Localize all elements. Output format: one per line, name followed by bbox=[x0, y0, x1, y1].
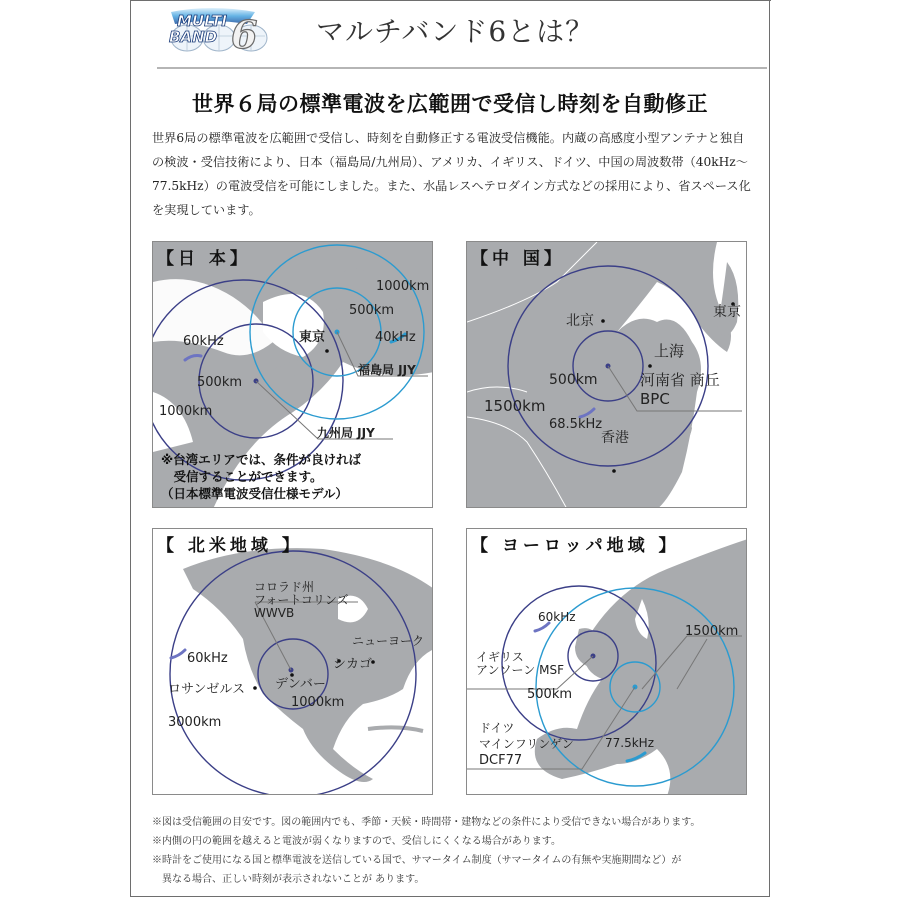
taiwan-note: ※台湾エリアでは、条件が良ければ 受信することができます。 （日本標準電波受信仕様モデル） bbox=[161, 452, 362, 501]
label-chicago: シカゴ bbox=[333, 657, 373, 672]
footnote-2: ※内側の円の範囲を越えると電波が弱くなりますので、受信しにくくなる場合があります。 bbox=[152, 836, 561, 847]
label-anthorn-msf: アンソーン MSF bbox=[476, 663, 564, 677]
label-3000km: 3000km bbox=[168, 715, 222, 730]
panel-title-japan: 【日 本】 bbox=[157, 249, 251, 269]
label-60khz: 60kHz bbox=[538, 610, 576, 624]
footnotes bbox=[152, 813, 762, 889]
label-500km-east: 500km bbox=[349, 303, 395, 318]
panel-title-china: 【中 国】 bbox=[471, 249, 565, 269]
footnote-3: ※時計をご使用になる国と標準電波を送信している国で、サマータイム制度（サマータイムの有無や実施期間など）が bbox=[152, 855, 682, 866]
panel-title-north-america: 【 北米地域 】 bbox=[157, 536, 303, 556]
label-station-fortcollins: フォートコリンズ bbox=[254, 593, 349, 607]
label-kyushu-jjy: 九州局 JJY bbox=[317, 426, 375, 440]
label-station-colorado: コロラド州 bbox=[254, 580, 315, 594]
label-denver: デンバー bbox=[275, 677, 326, 692]
label-1000km-west: 1000km bbox=[159, 404, 213, 419]
label-1500km: 1500km bbox=[685, 624, 739, 639]
map-panel-china bbox=[466, 241, 747, 508]
label-shanghai: 上海 bbox=[654, 342, 685, 360]
label-500km: 500km bbox=[549, 372, 598, 388]
svg-text:BAND: BAND bbox=[169, 28, 218, 46]
label-mainflingen: マインフリンゲン bbox=[479, 737, 574, 751]
label-500km: 500km bbox=[527, 687, 573, 702]
label-77-5khz: 77.5kHz bbox=[605, 736, 654, 750]
map-panel-europe bbox=[466, 528, 747, 795]
header-divider bbox=[157, 67, 767, 69]
label-station-bpc: BPC bbox=[640, 390, 670, 408]
map-panel-north-america bbox=[152, 528, 433, 795]
intro-paragraph: 世界6局の標準電波を広範囲で受信し、時刻を自動修正する電波受信機能。内蔵の高感度小型アンテナと独自の検波・受信技術により、日本（福島局/九州局）、アメリカ、イギリス、ドイツ、中国の周波数帯（40kHz〜77.5kHz）の電波受信を可能にしました。また、水晶レスヘテロダイン方式などの採用により、省スペース化を実現しています。 bbox=[152, 131, 751, 217]
svg-text:6: 6 bbox=[231, 12, 258, 52]
label-60khz: 60kHz bbox=[187, 651, 228, 666]
label-1500km: 1500km bbox=[484, 397, 546, 415]
svg-text:MULTI: MULTI bbox=[177, 12, 227, 30]
label-40khz: 40kHz bbox=[375, 330, 416, 345]
map-panel-japan bbox=[152, 241, 433, 508]
label-germany: ドイツ bbox=[479, 721, 515, 735]
page-title: マルチバンド6とは？ bbox=[316, 15, 595, 48]
multiband6-logo bbox=[163, 6, 275, 52]
label-500km-west: 500km bbox=[197, 375, 243, 390]
label-station-henan: 河南省 商丘 bbox=[640, 371, 720, 389]
label-fukushima-jjy: 福島局 JJY bbox=[358, 363, 416, 377]
label-losangeles: ロサンゼルス bbox=[168, 682, 245, 697]
label-1000km: 1000km bbox=[291, 695, 345, 710]
headline: 世界６局の標準電波を広範囲で受信し時刻を自動修正 bbox=[192, 91, 708, 116]
label-60khz: 60kHz bbox=[183, 334, 224, 349]
label-tokyo: 東京 bbox=[713, 304, 741, 320]
label-1000km-east: 1000km bbox=[376, 279, 430, 294]
label-hongkong: 香港 bbox=[601, 430, 629, 446]
label-beijing: 北京 bbox=[566, 313, 594, 329]
label-newyork: ニューヨーク bbox=[352, 634, 425, 648]
footnote-3-continued: 異なる場合、正しい時刻が表示されないことが あります。 bbox=[162, 874, 425, 885]
label-68-5khz: 68.5kHz bbox=[549, 417, 603, 432]
label-uk: イギリス bbox=[476, 650, 524, 664]
label-tokyo: 東京 bbox=[299, 330, 326, 345]
label-station-wwvb: WWVB bbox=[254, 606, 295, 620]
footnote-1: ※図は受信範囲の目安です。図の範囲内でも、季節・天候・時間帯・建物などの条件により受信できない場合があります。 bbox=[152, 817, 701, 828]
panel-title-europe: 【 ヨーロッパ地域 】 bbox=[471, 536, 680, 556]
label-dcf77: DCF77 bbox=[479, 753, 523, 768]
